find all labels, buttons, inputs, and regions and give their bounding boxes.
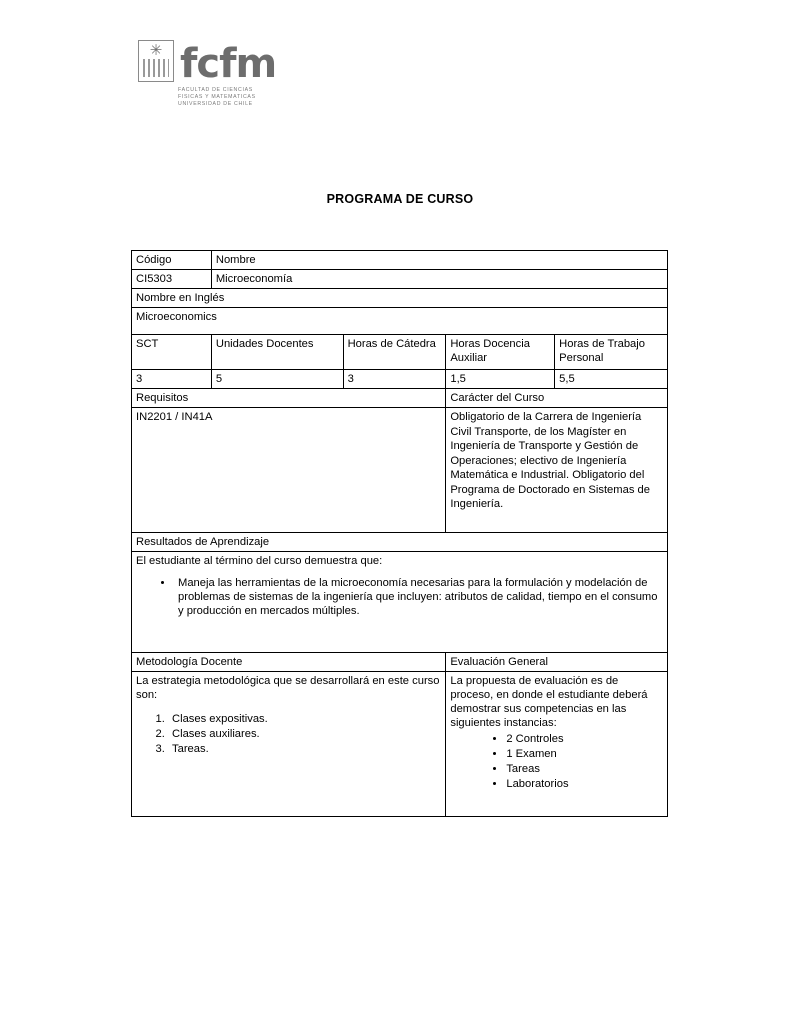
table-row bbox=[132, 251, 668, 270]
sct-header: SCT bbox=[132, 335, 212, 370]
table-row bbox=[132, 672, 668, 817]
unidades-docentes-header: Unidades Docentes bbox=[211, 335, 343, 370]
list-item: • Laboratorios bbox=[506, 777, 663, 791]
nombre-value: Microeconomía bbox=[211, 270, 667, 289]
resultados-intro: El estudiante al término del curso demuestra que: bbox=[136, 555, 383, 567]
sct-value: 3 bbox=[132, 370, 212, 389]
horas-catedra-header: Horas de Cátedra bbox=[343, 335, 446, 370]
requisitos-value: IN2201 / IN41A bbox=[132, 408, 446, 533]
logo-subtitle-line-3: UNIVERSIDAD DE CHILE bbox=[178, 101, 253, 107]
list-item: • Maneja las herramientas de la microeconomía necesarias para la formulación y modelación de problemas de sistemas de la ingeniería que incluyen: atributos de calidad, tiempo en el consumo y producción en mercados múltiples. bbox=[174, 576, 663, 618]
list-item: • Tareas bbox=[506, 762, 663, 776]
caracter-curso-header: Carácter del Curso bbox=[446, 389, 668, 408]
horas-catedra-value: 3 bbox=[343, 370, 446, 389]
horas-trabajo-personal-value: 5,5 bbox=[555, 370, 668, 389]
list-item: 3. Tareas. bbox=[168, 742, 441, 756]
metodologia-intro: La estrategia metodológica que se desarrollará en este curso son: bbox=[136, 675, 440, 701]
table-row bbox=[132, 308, 668, 335]
list-item: 1. Clases expositivas. bbox=[168, 712, 441, 726]
list-item: • 2 Controles bbox=[506, 732, 663, 746]
requisitos-header: Requisitos bbox=[132, 389, 446, 408]
resultados-bullet-list bbox=[136, 576, 663, 618]
evaluacion-intro: La propuesta de evaluación es de proceso, en donde el estudiante deberá demostrar sus competencias en las siguientes instancias: bbox=[450, 675, 648, 729]
faculty-logo bbox=[138, 40, 338, 108]
table-row bbox=[132, 552, 668, 653]
table-row bbox=[132, 389, 668, 408]
evaluacion-general-header: Evaluación General bbox=[446, 653, 668, 672]
metodologia-docente-cell bbox=[132, 672, 446, 817]
table-row bbox=[132, 335, 668, 370]
evaluacion-list bbox=[450, 732, 663, 791]
table-row bbox=[132, 370, 668, 389]
star-icon: ✳ bbox=[149, 42, 163, 59]
logo-subtitle-line-2: FISICAS Y MATEMATICAS bbox=[178, 94, 256, 100]
course-program-table bbox=[131, 250, 668, 817]
nombre-header: Nombre bbox=[211, 251, 667, 270]
codigo-header: Código bbox=[132, 251, 212, 270]
logo-mark-icon bbox=[138, 40, 174, 82]
evaluacion-general-cell bbox=[446, 672, 668, 817]
unidades-docentes-value: 5 bbox=[211, 370, 343, 389]
table-row bbox=[132, 289, 668, 308]
resultados-aprendizaje-header: Resultados de Aprendizaje bbox=[132, 533, 668, 552]
caracter-curso-value: Obligatorio de la Carrera de Ingeniería Civil Transporte, de los Magíster en Ingeniería de Transporte y Gestión de Operaciones; electivo de Ingeniería Matemática e Industrial. Obligatorio del Programa de Doctorado en Sistemas de Ingeniería. bbox=[446, 408, 668, 533]
logo-row bbox=[138, 40, 338, 87]
logo-subtitle-line-1: FACULTAD DE CIENCIAS bbox=[178, 87, 253, 93]
horas-docencia-auxiliar-header: Horas Docencia Auxiliar bbox=[446, 335, 555, 370]
logo-bars-icon bbox=[143, 59, 169, 77]
logo-subtitle bbox=[178, 87, 338, 108]
list-item: 2. Clases auxiliares. bbox=[168, 727, 441, 741]
codigo-value: CI5303 bbox=[132, 270, 212, 289]
table-row bbox=[132, 533, 668, 552]
table-row bbox=[132, 653, 668, 672]
metodologia-docente-header: Metodología Docente bbox=[132, 653, 446, 672]
nombre-ingles-header: Nombre en Inglés bbox=[132, 289, 668, 308]
horas-trabajo-personal-header: Horas de Trabajo Personal bbox=[555, 335, 668, 370]
table-row bbox=[132, 408, 668, 533]
resultados-aprendizaje-cell bbox=[132, 552, 668, 653]
metodologia-list bbox=[136, 712, 441, 756]
list-item: • 1 Examen bbox=[506, 747, 663, 761]
table-row bbox=[132, 270, 668, 289]
page-title: PROGRAMA DE CURSO bbox=[326, 192, 474, 206]
horas-docencia-auxiliar-value: 1,5 bbox=[446, 370, 555, 389]
nombre-ingles-value: Microeconomics bbox=[132, 308, 668, 335]
logo-wordmark: fcfm bbox=[180, 41, 277, 87]
